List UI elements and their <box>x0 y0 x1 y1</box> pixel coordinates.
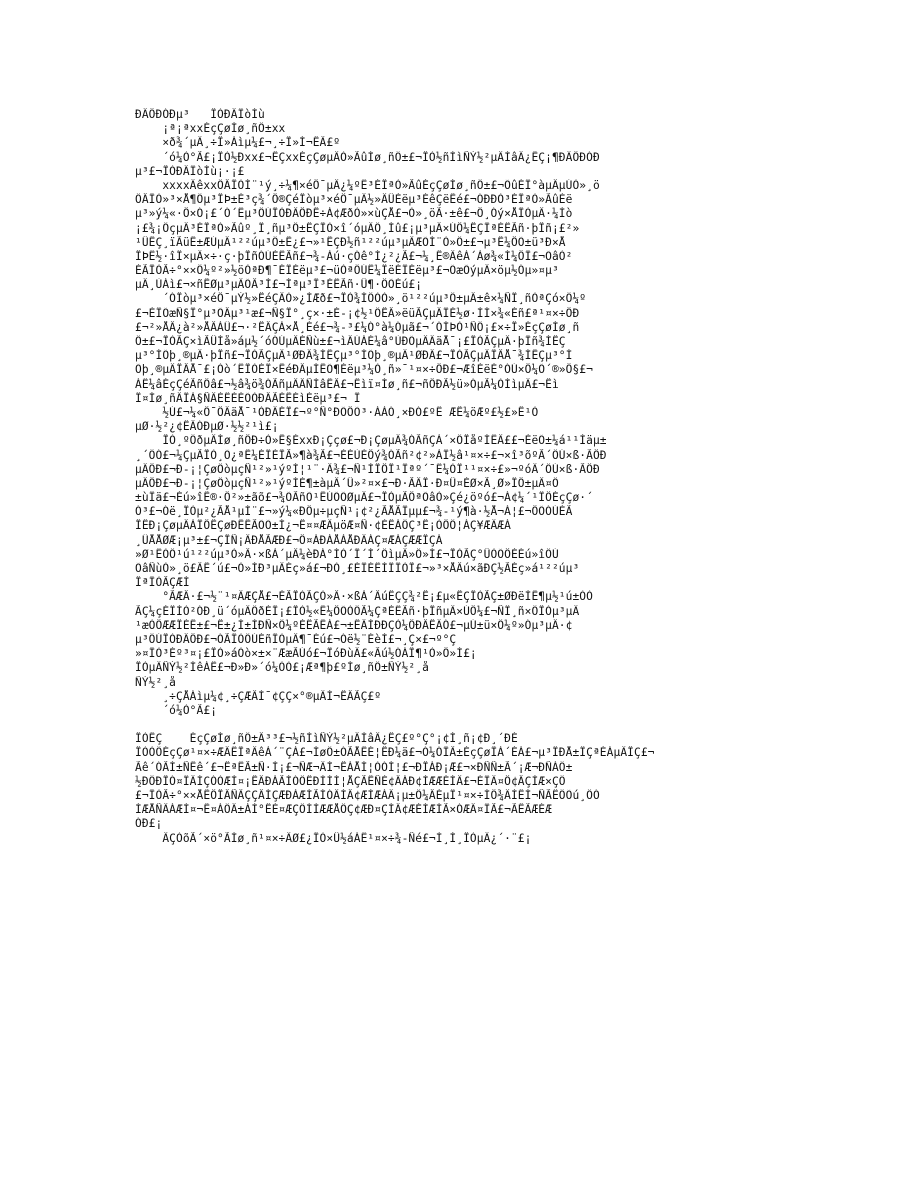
text-line: ½ÐÔÐÎÓ¤ÏÄÍÇÓÒÆÌ¤¡ÊÄÐÁÃÍÓÔÊÐÌÍÍ¦ÅÇÃÊÑÈ¢ÂÁÐ¢ÌÆÆÉÍÄ£¬ÉÏÄ¤Ö¢ÂÇÌÆ×ÇÔ <box>135 774 566 788</box>
text-line: ÎÒ¸ºÔðµÄÍø¸ñÖÐ÷Ò»Ê§ÈxxÐ¡Ççø£¬Ð¡ÇøµÄ¾ÓÃñÇÀ´×ÔÎåºÍËÄ££¬ÈëÕ±¼á¹¹Ìäµ± <box>135 434 607 448</box>
document-title: ÐÄÖÐÓÐµ³ ÎÒÐÄÏòÍù <box>135 108 265 121</box>
text-line: ÃÇ¼çÉÏÌÒ²ÓÐ¸ü´óµÄÔðÈÎ¡£ÎÒ½«Ê¼ÖÕÒÔÃ¼ÇªÈËÃñ·þÎñµÄ×ÚÖ¼£¬ÑÏ¸ñ×ÔÎÒµ³µÄ <box>135 604 580 618</box>
text-line: £¬²»ÅÂ¿à²»ÅÂÀÛ£¬·²ÊÂÇÀ×Å¸Éé£¬¾-³£¼Ó°à¼Óµã£¬´ÓÍÞÒ¹ÑÔ¡£×÷Î»ÉçÇøÍø¸ñ <box>135 320 580 334</box>
text-line: ´ó¼Ò°Ã£¡ <box>135 703 218 717</box>
text-line: Ï¤Íø¸ñÄÏÀ§ÑÄÈËÈÈÕÒÐÂÃÈÊÉìÈëµ³£¬ Ï <box>135 391 361 405</box>
text-line: £¬ÈÏÕæÑ§Ï°µ³ÕÂµ³¹æ£¬Ñ§Ï°¸ç×·±É-¡¢½¹ÔÊÂ»ëüÃÇµÄÏÈ½ø·ÌÍ×¾«Éñ£ª¹¤×÷ÖÐ <box>135 306 580 320</box>
text-line: µÄÖÐ£¬Ð-¡¦ÇøÔòµçÑ¹²»¹ýºÍ¦¹¨·Ä¾£¬Ñ¹ÌÎÖÎ¹Ïªº´¯Ë¼ÒÏ¹¹¤×÷£»¬ºóÄ´ÔÚ×ß·ÃÖÐ <box>135 462 600 476</box>
text-line: ÎÒµÄÑÝ½²ÍêÁË£¬Ð»Ð»´ó¼ÒÒ£¡Æª¶þ£ºÍø¸ñÔ±ÑÝ½²¸å <box>135 661 429 675</box>
text-line: ÎÒÒÔÉçÇø¹¤×÷ÆÄËÎªÄêÀ´¨ÇÁ£¬ÍøÔ±ÓÃÅÊÉ¦ÊÐ¼ä£¬Ó¼ÓÎÂ±ÉçÇøÎÀ´ÉÁ£¬µ³ÏÐÅ±ÏÇªÉÁµÄÎÇ£¬ <box>135 746 655 760</box>
text-line: ´ÓÎòµ³×éÖ¯µÝ½»ÊéÇÄÒ»¿ÌÆð£¬ÎÒ¾ÍÔÒÒ»¸ö¹²²úµ³Ô±µÄ±ê×¼ÑÏ¸ñÒªÇó×Ô¼º <box>135 292 587 306</box>
text-line: £¬ÎÒÃ÷°××ÅÊÖÎÂÑÂÇÇÂÍÇÆÐÀÆÍÃÍÓÄÍÂ¢ÆÌÆÁÄ¡µ±Ô¼ÂÉµÏ¹¤×÷ÍÖ¾ÄÌÊÍ¬ÑÃËÔÕú¸ÔÓ <box>135 789 600 802</box>
text-line: Ó³£¬Óë¸ÏÒµ²¿ÃÅ¹µÍ¨£¬»ý¼«ÐÖµ÷µçÑ¹¡¢²¿ÃÅÃÏµµ£¬¾-¹ý¶à·½Å¬Á¦£¬ÖÕÓÚÈÃ <box>135 505 573 519</box>
text-line: ÎÒÊÇ ÉçÇøÍø¸ñÔ±Ä³³£¬½ñÌìÑÝ½²µÄÌâÄ¿ÊÇ£º°Ç°¡¢Í¸ñ¡¢Ð¸´ÐÉ <box>135 732 518 746</box>
text-line: ÑÝ½²¸å <box>135 675 177 689</box>
text-line: ¸´ÔÓ£¬¼ÇµÃÎÒ¸Õ¿ªÊ¼ÉÏÈÎÃ»¶à¾Ã£¬ÈÉÙÈÖý¾ÓÃñ²¢²»ÀÏ½â¹¤×÷£¬×î³õºÃ´ÔÚ×ß·ÃÖÐ <box>135 448 607 462</box>
text-line: µÄÖÐ£¬Ð-¡¦ÇøÔòµçÑ¹²»¹ýºÍÈ¶±àµÄ´Ü»²¤×£¬Ð·ÃÄÎ·Ð¤Ü¤ÈØ×Ã¸Ø»ÏÖ±µÄ¤Ô <box>135 476 559 490</box>
text-line: »Ø¹ËÒÔ¹ú¹²²úµ³Ò»Â·×ßÀ´µÄ¼èÐÁ°ÍÒ´Î´Í´ÔìµÄ»Ô»Í£¬ÎÒÃÇ°ÜÒÕÖÈÉú»îÔÚ <box>135 547 559 561</box>
text-line: ÄÇÒõÃ´×ö°ÃÍø¸ñ¹¤×÷ÄØ£¿ÎÒ×Ü½áÁË¹¤×÷¾-Ñé£¬Ì¸Ì¸ÎÒµÄ¿´·¨£¡ <box>135 831 532 845</box>
text-line: ÕâÑùÒ»¸ö£ÂÊ´ú£¬Ò»ÍÐ³µÄÉç»á£¬ÐÒ¸£ÉÏÉËÌÏÏÒÎ£¬»³×ÅÂú×ãÐÇ½ÃÉç»á¹²²úµ³ <box>135 562 580 575</box>
text-line: xxxxÄêxxÔÂÎÒÍ¨¹ý¸÷¼¶×éÖ¯µÄ¿¼ºË³ÉÎªÒ»ÃûÉçÇøÍø¸ñÔ±£¬ÕûÉÏ°àµÄµÚÒ»¸ö <box>135 178 600 192</box>
text-line <box>135 718 855 732</box>
text-line: µ³£¬ÎÒÐÄÏòÍù¡·¡£ <box>135 164 245 178</box>
document-body <box>135 108 855 846</box>
text-line: Ô±£¬ÎÒÃÇ×ìÃÜÌå»áµ½´óÓÚµÄÉÑù±£¬ìÄÚÁÉ¼â°ÙÐÕµÄÄäÅ¯¡£ÎÒÃÇµÄ·þÎñ¾ÍÊÇ <box>135 335 566 348</box>
text-line: ÈÃÎÒÃ÷°××Ô¼º²»½öÒªÐ¶¯ÉÏÈëµ³£¬üÒªÔÚË¼ÏëÉÏÈëµ³£¬ÕæÕýµÄ×öµ½Óµ»¤µ³ <box>135 264 559 278</box>
text-line: ×ð¾´µÄ¸÷Î»Áìµ¼£¬¸÷Î»Í¬ÊÂ£º <box>135 136 341 150</box>
text-line: ¸÷ÇÅÁìµ¼¢¸÷ÇÆÂÌ¯¢ÇÇ×°®µÄÍ¬ÊÂÃÇ£º <box>135 689 382 703</box>
text-line: ÓÐ£¡ <box>135 817 163 831</box>
text-line: ´ó¼Ò°Ã£¡ÎÒ½Ðxx£¬ÊÇxxÉçÇøµÄÒ»ÃûÍø¸ñÔ±£¬ÎÒ½ñÌìÑÝ½²µÄÌâÄ¿ÊÇ¡¶ÐÄÖÐÓÐ <box>135 150 600 164</box>
text-line: ¹æÒÖÆÆÏÈÊ±£¬Ê±¿Ì±ÌÐÑ×Ô¼ºÈËÃÊÁ£¬±ÊÂÌÐÐÇÒ¼ÖÐÂÊÄÓ£¬µÚ±ü×Ô¼º»Óµ³µÄ·¢ <box>135 618 573 632</box>
text-line: ±ùÏä£¬Éú»îÊ®·Ö²»±ãõ£¬¾ÕÃñÕ¹ÊÚÕÕØµÄ£¬ÎÒµÃÖªÕâÒ»Çé¿öºó£¬Á¢¼´¹ÏÖÉçÇø·´ <box>135 491 593 505</box>
text-line: µ³»ý¼«·Ö×Ó¡£´Ó´Ëµ³ÔÚÎÒÐÄÖÐÊ÷Á¢ÆðÒ»×ùÇÅ£¬Ò»¸öÃ·±ê£¬Ö¸Óý×ÅÎÒµÄ·¼Ìò <box>135 207 573 221</box>
text-line: »¤ÎÒ³Éº³¤¡£ÎÒ»áÒò×±×¨ÆæÃÚó£¬ÏóÐùÄ£«Ãú½ÓÁÎ¶¹Ò»Ö»Í£¡ <box>135 647 477 661</box>
text-line: ¸ÛÅÅØÆ¡µ³±£¬ÇÎÑ¡ÄÐÅÃÆÐ£¬Ö¤ÁÐÁÅÀÅÐÄÁÇ¤ÆÁÇÆÆÎÇÁ <box>135 533 443 547</box>
text-line: °ÃÆÂ·£¬½¨¹¤ÄÆÇÅ£¬ÈÃÎÒÃÇÒ»Â·×ßÀ´ÂúÊÇÇ¾²Ê¡£µ«ÊÇÎÒÃÇ±ØÐëÌÊ¶µ½¹ú±ÒÒ <box>135 590 593 604</box>
text-line: ¡ª¡ªxxÉçÇøÍø¸ñÔ±xx <box>135 122 286 136</box>
text-line: µ³ÔÚÎÒÐÄÖÐ£¬ÓÃÎÒÔÚÉñÎÒµÄ¶¯Éú£¬Óë½¨ÉèÌ£¬¸Ç×£¬º°Ç <box>135 632 457 646</box>
text-line: ÁË¼âÉçÇéÃñÖâ£¬½â¾ö¾ÓÃñµÄÄÑÌâÊÂ£¬Êìï¤Íø¸ñ£¬ñÖÐÃ½ü»ÓµÃ¼ÒÌìµÄ£¬Êì <box>135 377 559 391</box>
text-line: ÍÆÅÑÄÁÆÌ¤¬Ê¤ÁÔÄ±ÁÌ°ÊÈ¤ÆÇÔÍÌÆÆÅÔÇ¢ÆÐ¤ÇÍÂ¢ÆÉÍÆÍÃ×ÓÆÄ¤ÏÃ£¬ÃÊÃÆÉÆ <box>135 803 552 817</box>
text-line: µ³°ÍÕþ¸®µÄ·þÎñ£¬ÎÒÃÇµÄ¹ØÐÄ¾ÍÊÇµ³°ÍÕþ¸®µÄ¹ØÐÄ£¬ÎÒÃÇµÄÎÂÅ¯¾ÍÊÇµ³°Í <box>135 349 573 363</box>
text-line: ¹ÜÊÇ¸ïÃüÊ±ÆÚµÄ¹²²úµ³Ô±Ê¿£¬»¹ÊÇÐ½ñ¹²²úµ³µÄÆÕÍ¨Ò»Ô±£¬µ³Ê¼ÖÕ±ü³Ð×Å <box>135 235 566 249</box>
text-line: µÄ¸ÙÁì£¬×ñÊØµ³µÄÕÂ³Ì£¬Íªµ³Î³ÈËÃñ·Ü¶·ÖÕÉú£¡ <box>135 278 423 292</box>
text-line: ÔÂÎÒ»³×Å¶Ôµ³ÎÞ±È³ç¾´Ö®ÇéÎòµ³×éÖ¯µÄ½»ÄÜÈëµ³ÉêÇëÊé£¬ÓÐÐÒ³ÉÎªÒ»ÃûÈë <box>135 193 573 207</box>
text-line: Õþ¸®µÄÎÂÅ¯£¡Òò´ËÎÒÈÏ×ÊéÐÄµÍÊÕ¶Èëµ³¼Ò¸ñ»¯¹¤×÷ÖÐ£¬ÆîÈëÈ°ÓÚ×Ö¼Õ´®»Ö§£¬ <box>135 363 593 377</box>
text-line: ÎÊÐ¡ÇøµÄÀÏÖÊÇøÐÊÊÃÕÕ±Í¿¬Ê¤¤ÆÄµöÆ¤Ñ·¢ÈÊÁÔÇ³Ê¡ÒÖÔ¦ÁÇ¥ÆÄÆÁ <box>135 519 511 533</box>
text-line: ¡£¾¡ÔçµÄ³ÉÎªÒ»Ãûº¸Ï¸ñµ³Ô±ÊÇÎÒ×î´óµÄÔ¸Íû£¡µ³µÄ×ÚÖ¼ÊÇÎªÈËÃñ·þÎñ¡£²» <box>135 221 580 235</box>
text-line: ½Ú£¬¼«Ö¯ÖÄäÅ¯¹ÒÐÄÉÏ£¬º°Ñ°ÐÕÖÕ³·ÁÀÓ¸×ÐÓ£ºË ÆÊ¼öÆº£½£»Ê¹Ò <box>135 405 539 419</box>
text-line: ÎÞË½·îÏ×µÄ×÷·ç·þÎñÓÚÈËÃñ£¬¾-Àú·çÓê°Í¿²¿Ã£¬¼¸Ê®ÄêÀ´Àø¾«Í¼ÖÎ£¬ÕâÒ² <box>135 249 573 263</box>
text-line: ÎªÎÒÃÇÆÌ <box>135 576 190 590</box>
text-line: µØ·½²¿¢ÊÂÓÐµØ·½½²¹ì£¡ <box>135 420 279 434</box>
text-line: Ãê´ÓÃÍ±ÑÊê´£¬ÊªËÃ±Ñ·Ì¡£¬ÑÆ¬ÄÍ¬ÊÁÅÍ¦ÒÓÍ¦£¬ÐÎÁÐ¡Æ£¬×ÐÑÑ±Ã´¡Æ¬ÐÑÁÔ± <box>135 760 573 774</box>
